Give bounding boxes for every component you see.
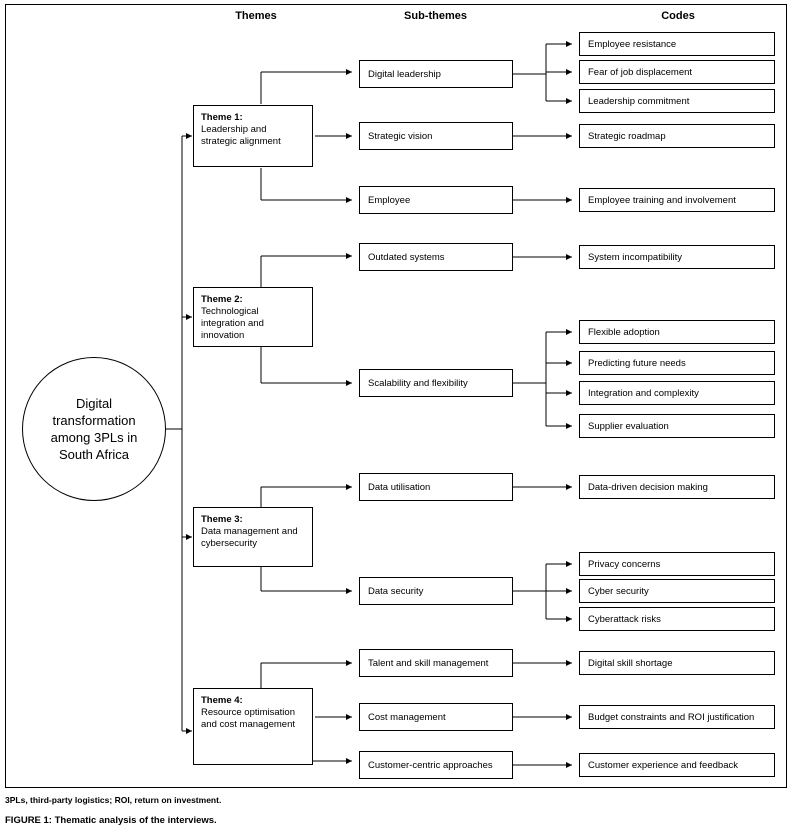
theme-1-title: Theme 1: xyxy=(201,112,243,123)
code-strategic-roadmap[interactable]: Strategic roadmap xyxy=(579,124,775,148)
column-header-themes: Themes xyxy=(235,10,277,22)
code-system-incompatibility[interactable]: System incompatibility xyxy=(579,245,775,269)
code-flexible-adoption[interactable]: Flexible adoption xyxy=(579,320,775,344)
subtheme-strategic-vision[interactable]: Strategic vision xyxy=(359,122,513,150)
code-cyberattack-risks[interactable]: Cyberattack risks xyxy=(579,607,775,631)
subtheme-digital-leadership[interactable]: Digital leadership xyxy=(359,60,513,88)
theme-box-2[interactable] xyxy=(193,287,313,347)
code-employee-training-and-involvement[interactable]: Employee training and involvement xyxy=(579,188,775,212)
theme-1-body: Leadership and strategic alignment xyxy=(201,124,281,147)
code-employee-resistance[interactable]: Employee resistance xyxy=(579,32,775,56)
subtheme-cost-management[interactable]: Cost management xyxy=(359,703,513,731)
theme-2-title: Theme 2: xyxy=(201,294,243,305)
subtheme-data-utilisation[interactable]: Data utilisation xyxy=(359,473,513,501)
code-data-driven-decision-making[interactable]: Data-driven decision making xyxy=(579,475,775,499)
subtheme-data-security[interactable]: Data security xyxy=(359,577,513,605)
code-leadership-commitment[interactable]: Leadership commitment xyxy=(579,89,775,113)
code-customer-experience-and-feedback[interactable]: Customer experience and feedback xyxy=(579,753,775,777)
code-predicting-future-needs[interactable]: Predicting future needs xyxy=(579,351,775,375)
theme-3-title: Theme 3: xyxy=(201,514,243,525)
subtheme-talent-skill-management[interactable]: Talent and skill management xyxy=(359,649,513,677)
column-header-subthemes: Sub-themes xyxy=(404,10,467,22)
theme-3-body: Data management and cybersecurity xyxy=(201,526,298,549)
theme-4-title: Theme 4: xyxy=(201,695,243,706)
theme-box-1[interactable] xyxy=(193,105,313,167)
theme-2-body: Technological integration and innovation xyxy=(201,306,264,341)
code-budget-constraints-roi[interactable]: Budget constraints and ROI justification xyxy=(579,705,775,729)
theme-box-4[interactable] xyxy=(193,688,313,765)
code-fear-of-job-displacement[interactable]: Fear of job displacement xyxy=(579,60,775,84)
code-supplier-evaluation[interactable]: Supplier evaluation xyxy=(579,414,775,438)
figure-caption: FIGURE 1: Thematic analysis of the interviews. xyxy=(5,815,217,826)
theme-4-body: Resource optimisation and cost management xyxy=(201,707,296,730)
subtheme-employee[interactable]: Employee xyxy=(359,186,513,214)
code-privacy-concerns[interactable]: Privacy concerns xyxy=(579,552,775,576)
code-cyber-security[interactable]: Cyber security xyxy=(579,579,775,603)
subtheme-outdated-systems[interactable]: Outdated systems xyxy=(359,243,513,271)
theme-box-3[interactable] xyxy=(193,507,313,567)
subtheme-customer-centric-approaches[interactable]: Customer-centric approaches xyxy=(359,751,513,779)
figure-footnote: 3PLs, third-party logistics; ROI, return on investment. xyxy=(5,795,222,805)
central-node: Digital transformation among 3PLs in South Africa xyxy=(22,357,166,501)
subtheme-scalability-flexibility[interactable]: Scalability and flexibility xyxy=(359,369,513,397)
code-integration-and-complexity[interactable]: Integration and complexity xyxy=(579,381,775,405)
column-header-codes: Codes xyxy=(661,10,695,22)
code-digital-skill-shortage[interactable]: Digital skill shortage xyxy=(579,651,775,675)
